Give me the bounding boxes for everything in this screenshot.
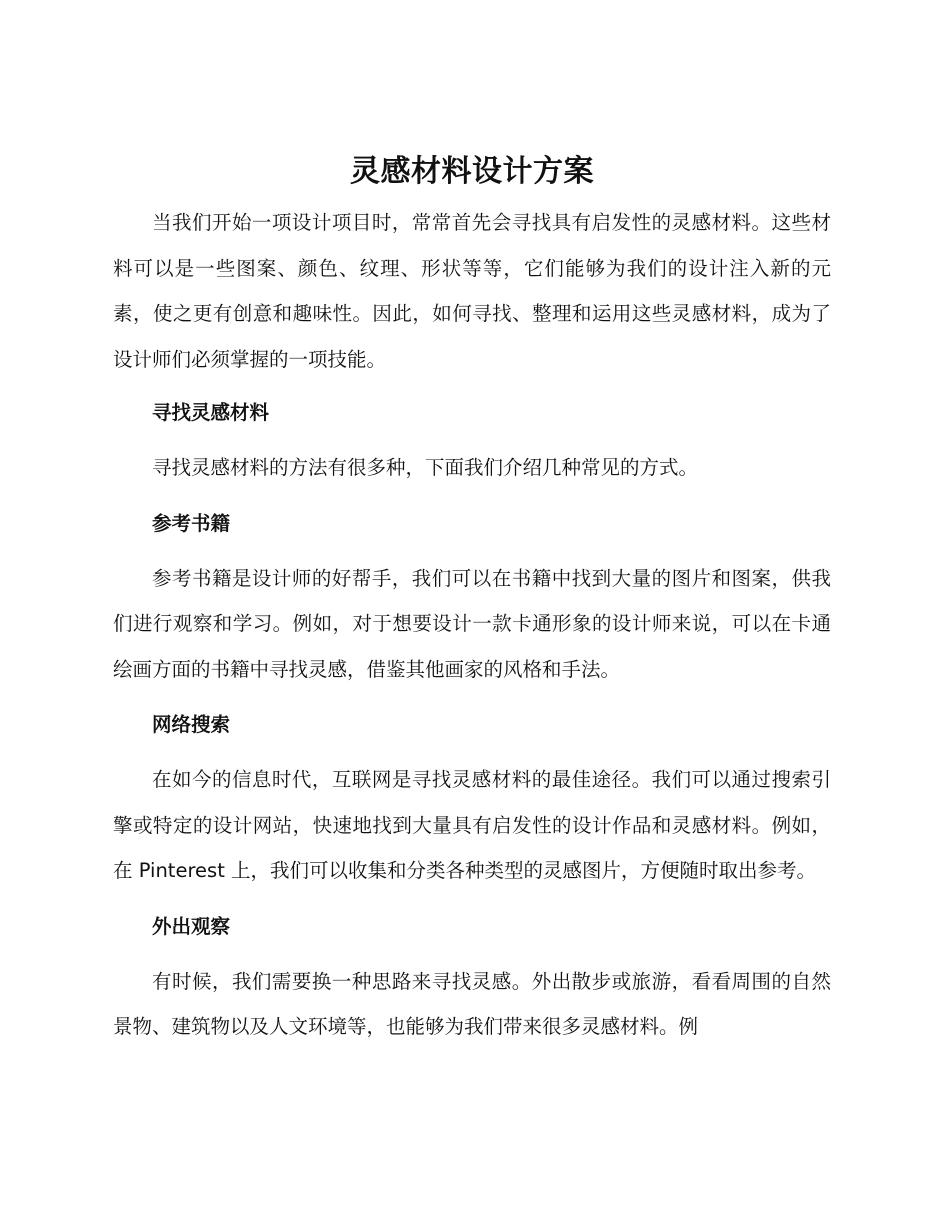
document-title: 灵感材料设计方案 (350, 154, 594, 189)
section-body-find-inspiration: 寻找灵感材料的方法有很多种，下面我们介绍几种常见的方式。 (152, 456, 699, 479)
section-heading-go-out-observe: 外出观察 (152, 914, 231, 938)
section-body-go-out-observe: 有时候，我们需要换一种思路来寻找灵感。外出散步或旅游，看看周围的自然景物、建筑物以及人文环境等，也能够为我们带来很多灵感材料。例 (113, 969, 831, 1038)
section-body-web-search: 在如今的信息时代，互联网是寻找灵感材料的最佳途径。我们可以通过搜索引擎或特定的设计网站，快速地找到大量具有启发性的设计作品和灵感材料。例如，在 Pinterest 上，我们可以收集和分类各种类型的灵感图片，方便随时取出参考。 (113, 768, 831, 882)
document-page (113, 146, 831, 1050)
intro-paragraph: 当我们开始一项设计项目时，常常首先会寻找具有启发性的灵感材料。这些材料可以是一些图案、颜色、纹理、形状等等，它们能够为我们的设计注入新的元素，使之更有创意和趣味性。因此，如何寻找、整理和运用这些灵感材料，成为了设计师们必须掌握的一项技能。 (113, 211, 831, 371)
section-heading-find-inspiration: 寻找灵感材料 (152, 401, 270, 424)
section-body-reference-books: 参考书籍是设计师的好帮手，我们可以在书籍中找到大量的图片和图案，供我们进行观察和学习。例如，对于想要设计一款卡通形象的设计师来说，可以在卡通绘画方面的书籍中寻找灵感，借鉴其他画家的风格和手法。 (113, 566, 831, 681)
section-heading-reference-books: 参考书籍 (152, 511, 231, 535)
section-heading-web-search: 网络搜索 (152, 713, 231, 736)
